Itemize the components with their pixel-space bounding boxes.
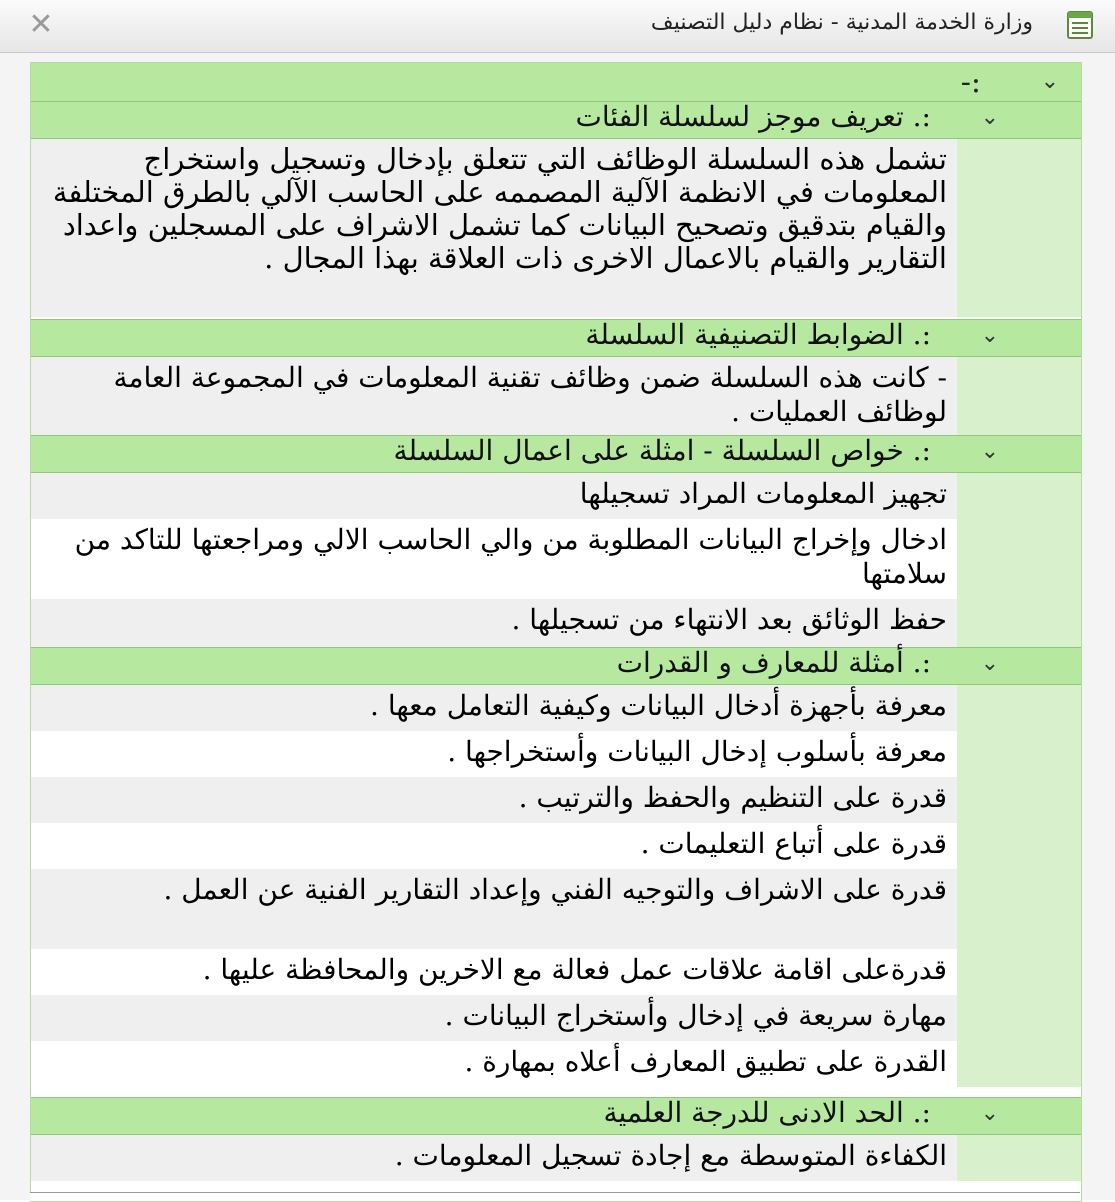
list-item: ادخال وإخراج البيانات المطلوبة من والي الحاسب الالي ومراجعتها للتاكد من سلامتها — [31, 519, 957, 599]
section-title: :. الضوابط التصنيفية السلسلة — [585, 318, 931, 351]
list-item: تشمل هذه السلسلة الوظائف التي تتعلق بإدخال وتسجيل واستخراج المعلومات في الانظمة الآلية المصممه على الحاسب الآلي بالطرق المختلفة والقيام بتدقيق وتصحيح البيانات كما تشمل الاشراف على المسجلين واعداد التقارير والقيام بالاعمال الاخرى ذات العلاقة بهذا المجال . — [31, 139, 957, 317]
section-title: :. الحد الادنى للدرجة العلمية — [603, 1096, 931, 1129]
section-title: :. أمثلة للمعارف و القدرات — [616, 646, 931, 679]
list-item: قدرة على التنظيم والحفظ والترتيب . — [31, 777, 957, 823]
section-indent-column — [957, 473, 1081, 647]
list-item: معرفة بأجهزة أدخال البيانات وكيفية التعامل معها . — [31, 685, 957, 731]
section-indent-column — [957, 1135, 1081, 1181]
section-header[interactable] — [31, 101, 1081, 139]
section-title: :. خواص السلسلة - امثلة على اعمال السلسلة — [393, 434, 931, 467]
section-header[interactable] — [31, 1097, 1081, 1135]
root-header-label: :- — [960, 65, 981, 100]
chevron-down-icon[interactable]: ⌄ — [980, 651, 999, 676]
list-item: - كانت هذه السلسلة ضمن وظائف تقنية المعلومات في المجموعة العامة لوظائف العمليات . — [31, 357, 957, 435]
list-item: قدرةعلى اقامة علاقات عمل فعالة مع الاخرين والمحافظة عليها . — [31, 949, 957, 995]
section-indent-column — [957, 139, 1081, 317]
close-icon[interactable]: ✕ — [28, 7, 54, 42]
section-indent-column — [957, 685, 1081, 1087]
list-item: مهارة سريعة في إدخال وأستخراج البيانات . — [31, 995, 957, 1041]
chevron-down-icon[interactable]: ⌄ — [980, 323, 999, 348]
content-panel — [30, 62, 1082, 1202]
list-item: تجهيز المعلومات المراد تسجيلها — [31, 473, 957, 519]
section-header[interactable] — [31, 319, 1081, 357]
list-item: معرفة بأسلوب إدخال البيانات وأستخراجها . — [31, 731, 957, 777]
document-icon — [1067, 11, 1093, 39]
chevron-down-icon[interactable]: ⌄ — [980, 105, 999, 130]
list-item: الكفاءة المتوسطة مع إجادة تسجيل المعلومات . — [31, 1135, 957, 1181]
root-header[interactable] — [31, 63, 1081, 102]
title-bar — [0, 0, 1115, 53]
section-header[interactable] — [31, 435, 1081, 473]
list-item: حفظ الوثائق بعد الانتهاء من تسجيلها . — [31, 599, 957, 647]
list-item: قدرة على أتباع التعليمات . — [31, 823, 957, 869]
chevron-down-icon[interactable]: ⌄ — [980, 1101, 999, 1126]
section-title: :. تعريف موجز لسلسلة الفئات — [575, 100, 931, 133]
window-title: وزارة الخدمة المدنية - نظام دليل التصنيف — [650, 10, 1033, 35]
section-indent-column — [957, 357, 1081, 435]
chevron-down-icon[interactable]: ⌄ — [980, 439, 999, 464]
section-header[interactable] — [31, 647, 1081, 685]
chevron-down-icon[interactable]: ⌄ — [1040, 69, 1059, 94]
list-item: القدرة على تطبيق المعارف أعلاه بمهارة . — [31, 1041, 957, 1087]
list-item: قدرة على الاشراف والتوجيه الفني وإعداد التقارير الفنية عن العمل . — [31, 869, 957, 949]
